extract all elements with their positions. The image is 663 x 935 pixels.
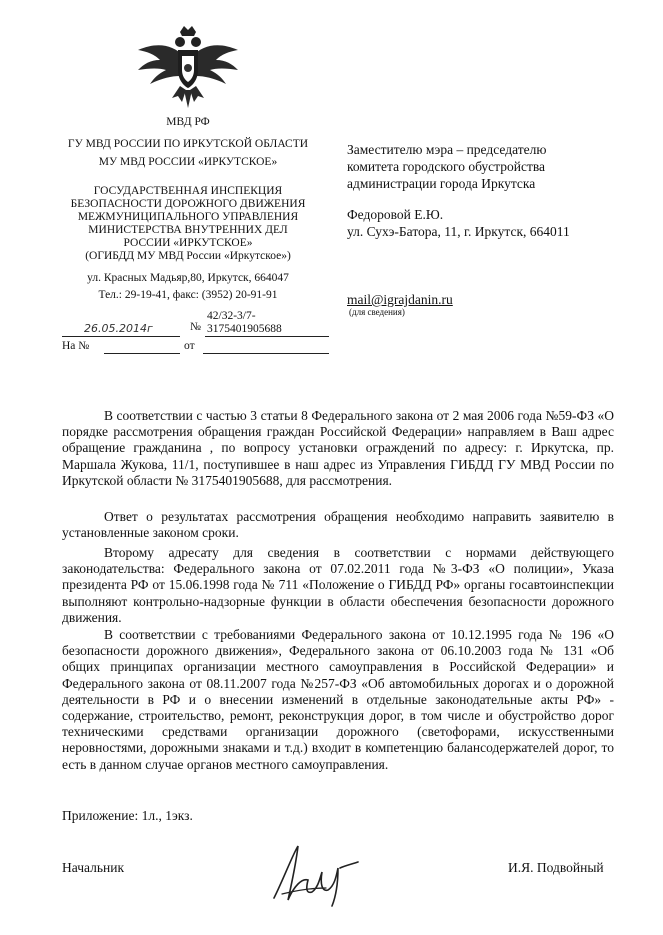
number-underline [205,336,329,337]
inspectorate-name [62,185,314,263]
municipal-department: МУ МВД РОССИИ «ИРКУТСКОЕ» [98,156,278,168]
inspectorate-line: МИНИСТЕРСТВА ВНУТРЕННИХ ДЕЛ [88,224,288,236]
recipient-title [347,141,546,192]
date-underline [62,336,180,337]
inspectorate-line: (ОГИБДД МУ МВД России «Иркутское») [85,250,291,262]
ministry-abbreviation: МВД РФ [166,116,210,128]
recipient-title-line: Заместителю мэра – председателю [347,142,547,157]
inspectorate-line: БЕЗОПАСНОСТИ ДОРОЖНОГО ДВИЖЕНИЯ [70,198,306,210]
attachment-note: Приложение: 1л., 1экз. [62,808,193,823]
recipient-address: ул. Сухэ-Батора, 11, г. Иркутск, 664011 [347,224,570,239]
body-paragraph: В соответствии с частью 3 статьи 8 Федерального закона от 2 мая 2006 года №59-ФЗ «О порядке рассмотрения обращения граждан Российской Федерации» направляем в Ваш адрес обращение гражданина , по вопросу установки ограждений по адресу: г. Иркутска, пр. Маршала Жукова, 11/1, поступившее в наш адрес из Управления ГИБДД ГУ МВД России по Иркутской области № 3175401905688, для рассмотрения. [62,408,614,488]
registration-number-label: № [190,321,201,333]
inspectorate-line: РОССИИ «ИРКУТСКОЕ» [123,237,253,249]
recipient-name: Федоровой Е.Ю. [347,207,444,222]
second-recipient-email[interactable] [347,292,453,308]
double-headed-eagle-emblem-icon [136,26,240,112]
reply-date-label: от [184,340,195,352]
registration-number-line: 3175401905688 [207,323,282,335]
inspectorate-line: ГОСУДАРСТВЕННАЯ ИНСПЕКЦИЯ [93,185,283,197]
body-paragraph: В соответствии с требованиями Федерального закона от 10.12.1995 года № 196 «О безопасности дорожного движения», Федерального закона от 06.10.2003 года № 131 «Об общих принципах организации местного самоуправления в Российской Федерации» и Федерального закона от 08.11.2007 года №257-ФЗ «Об автомобильных дорогах и о дорожной деятельности в РФ и о внесении изменений в отдельные законодательные акты РФ» - содержание, строительство, ремонт, реконструкция дорог, в том числе и обустройство дорог техническими средствами организации дорожного (светофорами, искусственными неровностями, дорожными знаками и т.д.) входит в компетенцию балансодержателей дорог, то есть в данном случае органов местного самоуправления. [62,627,614,772]
recipient-title-line: комитета городского обустройства [347,159,546,174]
signer-name: И.Я. Подвойный [508,860,604,875]
signer-position: Начальник [62,860,125,875]
reply-to-number-label: На № [62,340,90,352]
recipient-title-line: администрации города Иркутска [347,176,536,191]
body-paragraph: Второму адресату для сведения в соответствии с нормами действующего законодательства: Федерального закона от 07.02.2011 года №3-ФЗ «О полиции», Указа президента РФ от 15.06.1998 года № 711 «Положение о ГИБДД РФ» органы госавтоинспекции выполняют контрольно-надзорные функции в области обеспечения безопасности дорожного движения. [62,545,614,625]
registration-number-line: 42/32-3/7- [207,310,256,322]
registration-date: 26.05.2014г [84,322,153,335]
sender-phones: Тел.: 29-19-41, факс: (3952) 20-91-91 [98,289,278,301]
inspectorate-line: МЕЖМУНИЦИПАЛЬНОГО УПРАВЛЕНИЯ [77,211,299,223]
body-paragraph: Ответ о результатах рассмотрения обращения необходимо направить заявителю в установленные законом сроки. [62,509,614,541]
registration-number [207,310,329,336]
reply-number-underline [104,353,180,354]
sender-address: ул. Красных Мадьяр,80, Иркутск, 664047 [87,272,289,284]
reply-date-underline [203,353,329,354]
handwritten-signature [262,838,362,910]
regional-department: ГУ МВД РОССИИ ПО ИРКУТСКОЙ ОБЛАСТИ [67,138,309,150]
email-link[interactable]: mail@igrajdanin.ru [347,292,453,307]
recipient-contact [347,206,570,240]
email-note: (для сведения) [349,307,405,317]
